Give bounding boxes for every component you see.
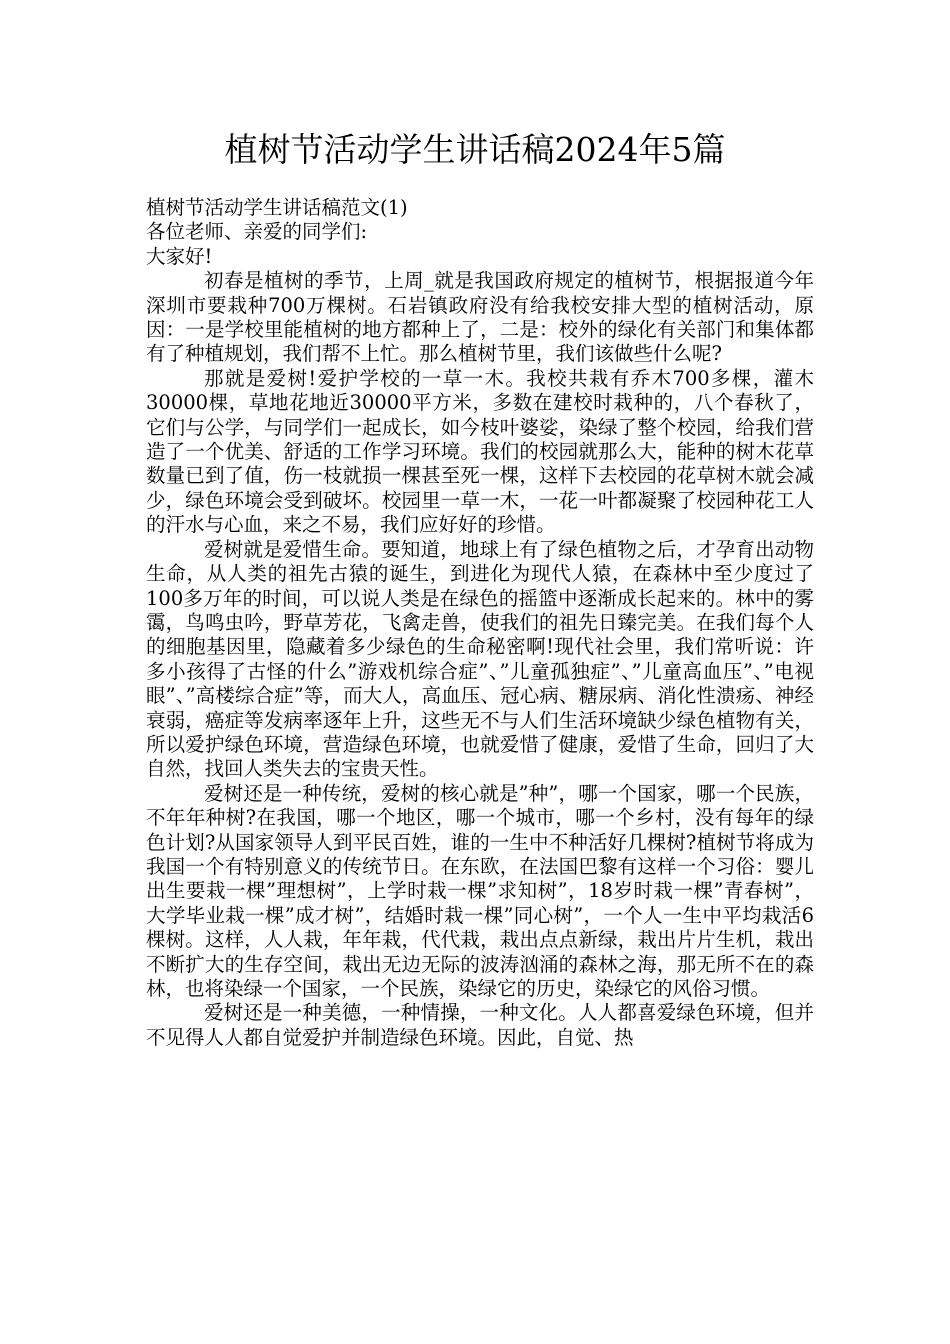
paragraph: 初春是植树的季节，上周_就是我国政府规定的植树节，根据报道今年深圳市要栽种700万棵树。石岩镇政府没有给我校安排大型的植树活动，原因：一是学校里能植树的地方都种上了，二是：校外的绿化有关部门和集体都有了种植规划，我们帮不上忙。那么植树节里，我们该做些什么呢? bbox=[146, 269, 814, 366]
document-title: 植树节活动学生讲话稿2024年5篇 bbox=[224, 130, 726, 169]
paragraph: 那就是爱树!爱护学校的一草一木。我校共栽有乔木700多棵，灌木30000棵，草地花地近30000平方米，多数在建校时栽种的，八个春秋了，它们与公学，与同学们一起成长，如今枝叶婆娑，染绿了整个校园，给我们营造了一个优美、舒适的工作学习环境。我们的校园就那么大，能种的树木花草数量已到了值，伤一枝就损一棵甚至死一棵，这样下去校园的花草树木就会减少，绿色环境会受到破坏。校园里一草一木，一花一叶都凝聚了校园种花工人的汗水与心血，来之不易，我们应好好的珍惜。 bbox=[146, 366, 814, 537]
paragraph: 爱树还是一种传统，爱树的核心就是”种”，哪一个国家，哪一个民族，不年年种树?在我国，哪一个地区，哪一个城市，哪一个乡村，没有每年的绿色计划?从国家领导人到平民百姓，谁的一生中不种活好几棵树?植树节将成为我国一个有特别意义的传统节日。在东欧，在法国巴黎有这样一个习俗：婴儿出生要栽一棵”理想树”，上学时栽一棵”求知树”，18岁时栽一棵”青春树”，大学毕业栽一棵”成才树”，结婚时栽一棵”同心树”，一个人一生中平均栽活6棵树。这样，人人栽，年年栽，代代栽，栽出点点新绿，栽出片片生机，栽出不断扩大的生存空间，栽出无边无际的波涛汹涌的森林之海，那无所不在的森林，也将染绿一个国家，一个民族，染绿它的历史，染绿它的风俗习惯。 bbox=[146, 781, 814, 1000]
paragraph: 爱树就是爱惜生命。要知道，地球上有了绿色植物之后，才孕育出动物生命，从人类的祖先古猿的诞生，到进化为现代人猿，在森林中至少度过了100多万年的时间，可以说人类是在绿色的摇篮中逐渐成长起来的。林中的雾霭，鸟鸣虫吟，野草芳花，飞禽走兽，使我们的祖先日臻完美。在我们每个人的细胞基因里，隐藏着多少绿色的生命秘密啊!现代社会里，我们常听说：许多小孩得了古怪的什么”游戏机综合症”、”儿童孤独症”、”儿童高血压”、”电视眼”、”高楼综合症”等，而大人，高血压、冠心病、糖尿病、消化性溃疡、神经衰弱，癌症等发病率逐年上升，这些无不与人们生活环境缺少绿色植物有关，所以爱护绿色环境，营造绿色环境，也就爱惜了健康，爱惜了生命，回归了大自然，找回人类失去的宝贵天性。 bbox=[146, 537, 814, 781]
document-subtitle: 植树节活动学生讲话稿范文(1) bbox=[146, 196, 408, 219]
paragraph: 爱树还是一种美德，一种情操，一种文化。人人都喜爱绿色环境，但并不见得人人都自觉爱护并制造绿色环境。因此，自觉、热 bbox=[146, 1001, 814, 1049]
document-body bbox=[146, 196, 814, 1050]
salutation: 各位老师、亲爱的同学们: bbox=[146, 220, 368, 244]
greeting: 大家好! bbox=[146, 244, 213, 268]
